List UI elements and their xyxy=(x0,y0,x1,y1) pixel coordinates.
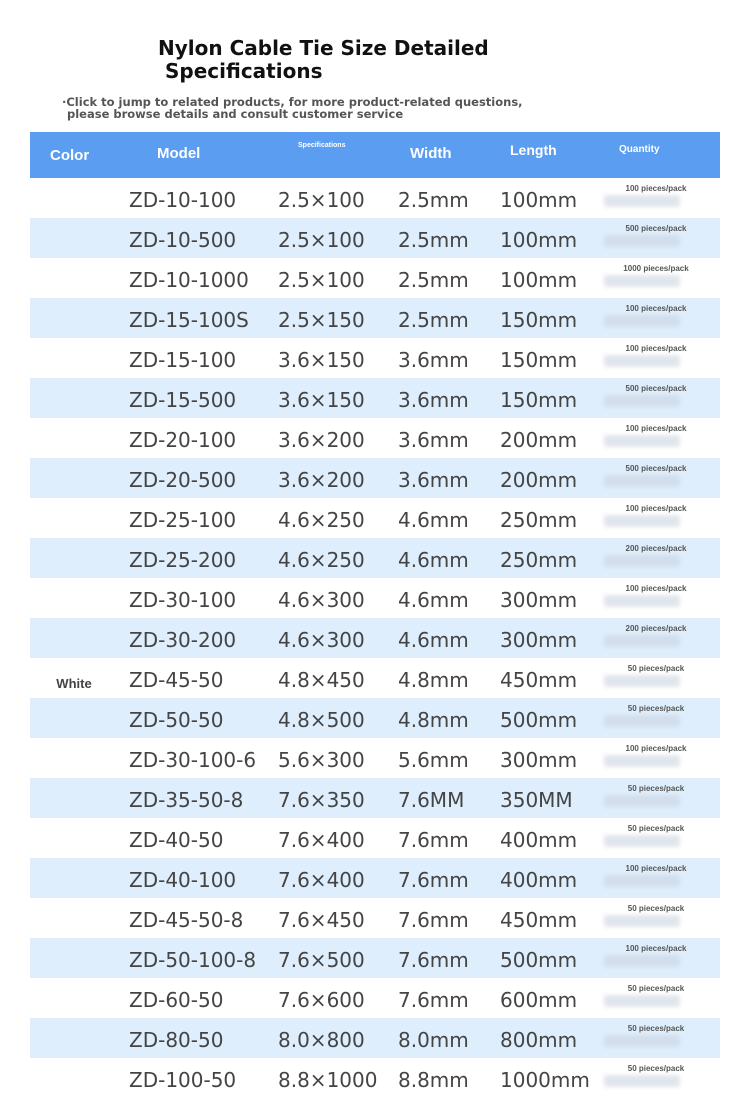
cell-length: 200mm xyxy=(500,468,578,492)
cell-length: 150mm xyxy=(500,308,578,332)
cell-spec: 4.8×450 xyxy=(278,668,365,692)
table-row xyxy=(30,498,720,538)
cell-quantity: 50 pieces/pack xyxy=(627,824,685,833)
cell-width: 3.6mm xyxy=(398,428,469,452)
cell-spec: 7.6×450 xyxy=(278,908,365,932)
blurred-image xyxy=(604,235,680,247)
cell-quantity: 100 pieces/pack xyxy=(625,344,687,353)
cell-quantity: 100 pieces/pack xyxy=(625,584,687,593)
cell-model: ZD-15-100S xyxy=(129,308,249,332)
blurred-image xyxy=(604,555,680,567)
cell-quantity: 100 pieces/pack xyxy=(625,944,687,953)
cell-width: 8.8mm xyxy=(398,1068,469,1092)
cell-length: 1000mm xyxy=(500,1068,590,1092)
cell-model: ZD-15-100 xyxy=(129,348,237,372)
cell-model: ZD-10-500 xyxy=(129,228,237,252)
cell-width: 7.6mm xyxy=(398,988,469,1012)
table-row xyxy=(30,218,720,258)
cell-quantity: 100 pieces/pack xyxy=(625,864,687,873)
blurred-image xyxy=(604,595,680,607)
cell-length: 300mm xyxy=(500,628,578,652)
table-row xyxy=(30,658,720,698)
spec-table xyxy=(30,132,720,1098)
blurred-image xyxy=(604,675,680,687)
cell-quantity: 100 pieces/pack xyxy=(625,504,687,513)
color-cell: White xyxy=(56,676,92,691)
table-row xyxy=(30,978,720,1018)
cell-model: ZD-45-50 xyxy=(129,668,224,692)
cell-width: 8.0mm xyxy=(398,1028,469,1052)
cell-length: 400mm xyxy=(500,828,578,852)
cell-quantity: 500 pieces/pack xyxy=(625,464,687,473)
cell-spec: 5.6×300 xyxy=(278,748,365,772)
title-line-2: Specifications xyxy=(165,59,323,83)
cell-spec: 4.6×300 xyxy=(278,588,365,612)
table-body xyxy=(30,178,720,1098)
cell-length: 200mm xyxy=(500,428,578,452)
table-row xyxy=(30,858,720,898)
cell-quantity: 50 pieces/pack xyxy=(627,984,685,993)
table-row xyxy=(30,378,720,418)
cell-length: 100mm xyxy=(500,228,578,252)
cell-spec: 3.6×150 xyxy=(278,348,365,372)
cell-spec: 7.6×350 xyxy=(278,788,365,812)
cell-model: ZD-30-100-6 xyxy=(129,748,257,772)
cell-spec: 4.6×250 xyxy=(278,508,365,532)
cell-quantity: 50 pieces/pack xyxy=(627,704,685,713)
blurred-image xyxy=(604,355,680,367)
cell-width: 2.5mm xyxy=(398,228,469,252)
cell-model: ZD-40-100 xyxy=(129,868,237,892)
table-row xyxy=(30,538,720,578)
cell-length: 300mm xyxy=(500,748,578,772)
blurred-image xyxy=(604,995,680,1007)
cell-model: ZD-25-100 xyxy=(129,508,237,532)
cell-model: ZD-35-50-8 xyxy=(129,788,244,812)
table-row xyxy=(30,778,720,818)
cell-length: 400mm xyxy=(500,868,578,892)
table-row xyxy=(30,738,720,778)
cell-quantity: 50 pieces/pack xyxy=(627,1024,685,1033)
table-row xyxy=(30,578,720,618)
blurred-image xyxy=(604,515,680,527)
cell-width: 5.6mm xyxy=(398,748,469,772)
blurred-image xyxy=(604,275,680,287)
cell-length: 250mm xyxy=(500,548,578,572)
cell-quantity: 50 pieces/pack xyxy=(627,784,685,793)
cell-length: 250mm xyxy=(500,508,578,532)
table-row xyxy=(30,258,720,298)
cell-spec: 8.0×800 xyxy=(278,1028,365,1052)
blurred-image xyxy=(604,635,680,647)
table-row xyxy=(30,418,720,458)
blurred-image xyxy=(604,1075,680,1087)
blurred-image xyxy=(604,835,680,847)
cell-quantity: 500 pieces/pack xyxy=(625,384,687,393)
cell-width: 4.6mm xyxy=(398,548,469,572)
cell-model: ZD-100-50 xyxy=(129,1068,237,1092)
cell-quantity: 200 pieces/pack xyxy=(625,624,687,633)
cell-spec: 7.6×600 xyxy=(278,988,365,1012)
cell-model: ZD-40-50 xyxy=(129,828,224,852)
cell-spec: 2.5×150 xyxy=(278,308,365,332)
cell-spec: 7.6×500 xyxy=(278,948,365,972)
table-row xyxy=(30,898,720,938)
page-title xyxy=(158,37,489,83)
cell-spec: 4.6×250 xyxy=(278,548,365,572)
cell-model: ZD-60-50 xyxy=(129,988,224,1012)
cell-length: 100mm xyxy=(500,188,578,212)
table-row xyxy=(30,1018,720,1058)
blurred-image xyxy=(604,315,680,327)
cell-width: 7.6mm xyxy=(398,948,469,972)
table-row xyxy=(30,618,720,658)
cell-length: 150mm xyxy=(500,348,578,372)
table-row xyxy=(30,818,720,858)
table-row xyxy=(30,458,720,498)
cell-model: ZD-20-100 xyxy=(129,428,237,452)
cell-length: 100mm xyxy=(500,268,578,292)
cell-spec: 8.8×1000 xyxy=(278,1068,378,1092)
cell-model: ZD-50-50 xyxy=(129,708,224,732)
cell-spec: 2.5×100 xyxy=(278,228,365,252)
cell-quantity: 500 pieces/pack xyxy=(625,224,687,233)
cell-quantity: 100 pieces/pack xyxy=(625,304,687,313)
title-line-1: Nylon Cable Tie Size Detailed xyxy=(158,36,489,60)
blurred-image xyxy=(604,475,680,487)
cell-model: ZD-80-50 xyxy=(129,1028,224,1052)
cell-length: 300mm xyxy=(500,588,578,612)
cell-spec: 3.6×200 xyxy=(278,468,365,492)
header-model: Model xyxy=(157,145,201,162)
cell-model: ZD-30-100 xyxy=(129,588,237,612)
related-products-note[interactable] xyxy=(62,96,523,120)
table-row xyxy=(30,178,720,218)
table-header xyxy=(30,132,720,178)
blurred-image xyxy=(604,1035,680,1047)
blurred-image xyxy=(604,435,680,447)
cell-quantity: 50 pieces/pack xyxy=(627,664,685,673)
blurred-image xyxy=(604,755,680,767)
cell-width: 3.6mm xyxy=(398,388,469,412)
cell-spec: 7.6×400 xyxy=(278,868,365,892)
cell-model: ZD-30-200 xyxy=(129,628,237,652)
cell-quantity: 50 pieces/pack xyxy=(627,1064,685,1073)
cell-width: 2.5mm xyxy=(398,188,469,212)
cell-model: ZD-15-500 xyxy=(129,388,237,412)
cell-width: 7.6MM xyxy=(398,788,465,812)
cell-width: 2.5mm xyxy=(398,308,469,332)
cell-model: ZD-45-50-8 xyxy=(129,908,244,932)
cell-model: ZD-10-100 xyxy=(129,188,237,212)
header-specifications: Specifications xyxy=(298,142,346,149)
blurred-image xyxy=(604,955,680,967)
note-line-2: please browse details and consult customer service xyxy=(67,107,404,121)
cell-width: 4.6mm xyxy=(398,508,469,532)
cell-width: 3.6mm xyxy=(398,348,469,372)
cell-width: 7.6mm xyxy=(398,868,469,892)
cell-spec: 3.6×150 xyxy=(278,388,365,412)
header-length: Length xyxy=(510,142,557,158)
cell-width: 3.6mm xyxy=(398,468,469,492)
cell-width: 7.6mm xyxy=(398,828,469,852)
blurred-image xyxy=(604,795,680,807)
blurred-image xyxy=(604,875,680,887)
cell-length: 350MM xyxy=(500,788,573,812)
table-row xyxy=(30,338,720,378)
table-row xyxy=(30,938,720,978)
cell-length: 150mm xyxy=(500,388,578,412)
cell-length: 600mm xyxy=(500,988,578,1012)
blurred-image xyxy=(604,195,680,207)
blurred-image xyxy=(604,915,680,927)
cell-length: 500mm xyxy=(500,948,578,972)
blurred-image xyxy=(604,715,680,727)
header-color: Color xyxy=(50,147,90,164)
cell-model: ZD-25-200 xyxy=(129,548,237,572)
cell-width: 2.5mm xyxy=(398,268,469,292)
cell-width: 4.8mm xyxy=(398,668,469,692)
header-width: Width xyxy=(410,145,452,162)
cell-length: 450mm xyxy=(500,908,578,932)
cell-width: 4.6mm xyxy=(398,628,469,652)
table-row xyxy=(30,1058,720,1098)
header-quantity: Quantity xyxy=(619,144,660,155)
cell-spec: 7.6×400 xyxy=(278,828,365,852)
cell-spec: 4.6×300 xyxy=(278,628,365,652)
cell-quantity: 100 pieces/pack xyxy=(625,744,687,753)
table-row xyxy=(30,298,720,338)
cell-quantity: 50 pieces/pack xyxy=(627,904,685,913)
cell-spec: 2.5×100 xyxy=(278,268,365,292)
cell-width: 7.6mm xyxy=(398,908,469,932)
cell-length: 450mm xyxy=(500,668,578,692)
cell-spec: 3.6×200 xyxy=(278,428,365,452)
cell-length: 500mm xyxy=(500,708,578,732)
cell-width: 4.6mm xyxy=(398,588,469,612)
cell-length: 800mm xyxy=(500,1028,578,1052)
cell-model: ZD-20-500 xyxy=(129,468,237,492)
note-line-1: ·Click to jump to related products, for more product-related questions, xyxy=(62,95,523,109)
cell-width: 4.8mm xyxy=(398,708,469,732)
cell-quantity: 100 pieces/pack xyxy=(625,424,687,433)
cell-quantity: 1000 pieces/pack xyxy=(623,264,689,273)
table-row xyxy=(30,698,720,738)
cell-spec: 4.8×500 xyxy=(278,708,365,732)
cell-model: ZD-10-1000 xyxy=(129,268,249,292)
blurred-image xyxy=(604,395,680,407)
cell-spec: 2.5×100 xyxy=(278,188,365,212)
cell-model: ZD-50-100-8 xyxy=(129,948,257,972)
cell-quantity: 100 pieces/pack xyxy=(625,184,687,193)
cell-quantity: 200 pieces/pack xyxy=(625,544,687,553)
